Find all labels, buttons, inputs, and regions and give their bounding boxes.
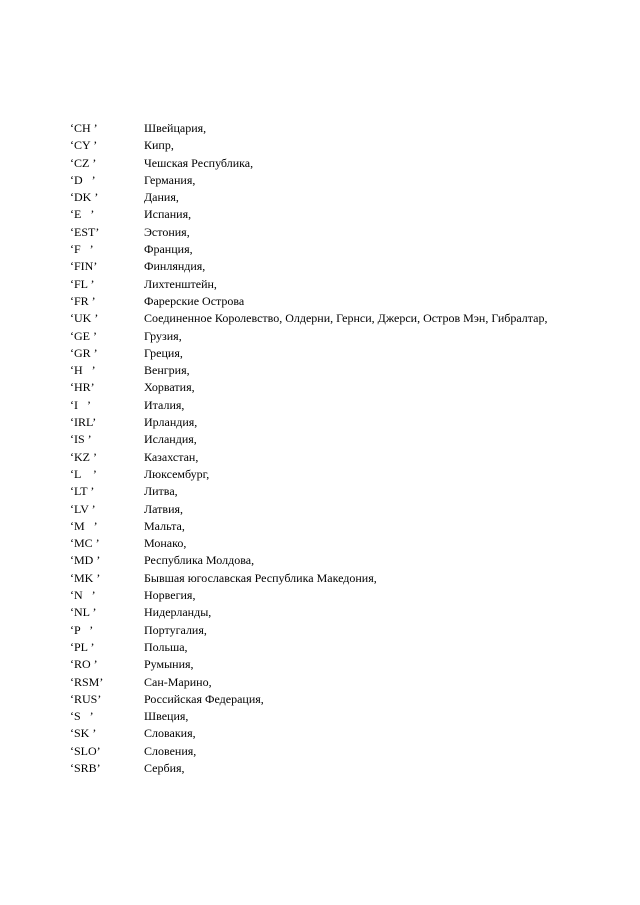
country-code: ‘H ’ [70, 363, 96, 378]
country-code: ‘P ’ [70, 622, 94, 637]
country-name: Российская Федерация, [144, 691, 264, 706]
country-code: ‘IS ’ [70, 432, 92, 447]
list-item [70, 397, 550, 414]
list-item [70, 155, 550, 172]
country-name: Лихтенштейн, [144, 276, 217, 291]
country-code: ‘F ’ [70, 242, 94, 257]
country-name: Португалия, [144, 622, 207, 637]
country-code: ‘FR ’ [70, 293, 96, 308]
country-name: Венгрия, [144, 363, 190, 378]
country-code: ‘FIN’ [70, 259, 98, 274]
country-code: ‘LV ’ [70, 501, 96, 516]
list-item [70, 310, 550, 327]
country-name: Италия, [144, 397, 185, 412]
country-code: ‘S ’ [70, 709, 94, 724]
country-code: ‘RO ’ [70, 657, 98, 672]
list-item [70, 137, 550, 154]
country-name: Эстония, [144, 224, 190, 239]
list-item [70, 189, 550, 206]
country-name: Сан-Марино, [144, 674, 212, 689]
country-code: ‘CH ’ [70, 121, 98, 135]
country-name: Румыния, [144, 657, 194, 672]
list-item [70, 743, 550, 760]
country-code: ‘EST’ [70, 224, 100, 239]
list-item [70, 258, 550, 275]
country-name: Норвегия, [144, 588, 196, 603]
country-name: Исландия, [144, 432, 197, 447]
country-code: ‘N ’ [70, 588, 96, 603]
list-item [70, 570, 550, 587]
list-item [70, 604, 550, 621]
country-code: ‘MC ’ [70, 536, 100, 551]
country-name: Соединенное Королевство, Олдерни, Гернси, Джерси, Остров Мэн, Гибралтар, [144, 311, 548, 326]
country-code: ‘HR’ [70, 380, 95, 395]
country-code: ‘MK ’ [70, 570, 101, 585]
country-code: ‘M ’ [70, 518, 98, 533]
country-code: ‘MD ’ [70, 553, 101, 568]
list-item [70, 501, 550, 518]
country-name: Финляндия, [144, 259, 206, 274]
list-item [70, 587, 550, 604]
country-code: ‘SK ’ [70, 726, 97, 741]
list-item [70, 362, 550, 379]
list-item [70, 431, 550, 448]
list-item [70, 639, 550, 656]
list-item [70, 674, 550, 691]
country-name: Хорватия, [144, 380, 195, 395]
country-name: Сербия, [144, 760, 185, 775]
country-name: Грузия, [144, 328, 182, 343]
country-name: Латвия, [144, 501, 184, 516]
country-name: Греция, [144, 345, 183, 360]
country-name: Бывшая югославская Республика Македония, [144, 570, 377, 585]
country-name: Польша, [144, 639, 188, 654]
country-name: Мальта, [144, 518, 185, 533]
country-code: ‘GR ’ [70, 345, 98, 360]
list-item [70, 414, 550, 431]
country-code: ‘L ’ [70, 466, 97, 481]
country-code: ‘CZ ’ [70, 155, 97, 170]
country-code: ‘DK ’ [70, 190, 99, 205]
country-name: Словакия, [144, 726, 196, 741]
list-item [70, 224, 550, 241]
country-code: ‘GE ’ [70, 328, 97, 343]
country-name: Испания, [144, 207, 192, 222]
list-item [70, 483, 550, 500]
country-code: ‘PL ’ [70, 639, 95, 654]
country-code: ‘D ’ [70, 172, 96, 187]
country-name: Франция, [144, 242, 193, 257]
list-item [70, 708, 550, 725]
list-item [70, 379, 550, 396]
country-name: Кипр, [144, 138, 174, 153]
country-name: Фарерские Острова [144, 293, 245, 308]
list-item [70, 760, 550, 777]
list-item [70, 518, 550, 535]
country-code: ‘UK ’ [70, 311, 99, 326]
country-name: Германия, [144, 172, 196, 187]
country-code: ‘LT ’ [70, 484, 95, 499]
country-name: Ирландия, [144, 415, 198, 430]
country-name: Нидерланды, [144, 605, 212, 620]
country-code: ‘E ’ [70, 207, 95, 222]
country-code: ‘SRB’ [70, 760, 101, 775]
list-item [70, 656, 550, 673]
list-item [70, 725, 550, 742]
list-item [70, 466, 550, 483]
list-item [70, 552, 550, 569]
list-item [70, 293, 550, 310]
country-code: ‘IRL’ [70, 415, 97, 430]
country-name: Люксембург, [144, 466, 210, 481]
country-name: Дания, [144, 190, 179, 205]
country-code: ‘FL ’ [70, 276, 95, 291]
list-item [70, 120, 550, 137]
list-item [70, 328, 550, 345]
country-code: ‘CY ’ [70, 138, 98, 153]
country-code: ‘NL ’ [70, 605, 97, 620]
country-code-list [70, 120, 550, 777]
country-name: Монако, [144, 536, 187, 551]
list-item [70, 172, 550, 189]
country-name: Литва, [144, 484, 178, 499]
list-item [70, 206, 550, 223]
country-code: ‘RUS’ [70, 691, 102, 706]
country-code: ‘I ’ [70, 397, 91, 412]
list-item [70, 449, 550, 466]
country-name: Казахстан, [144, 449, 199, 464]
country-code: ‘RSM’ [70, 674, 104, 689]
country-name: Чешская Республика, [144, 155, 254, 170]
list-item [70, 622, 550, 639]
country-name: Швейцария, [144, 121, 207, 135]
list-item [70, 691, 550, 708]
country-code: ‘SLO’ [70, 743, 101, 758]
list-item [70, 241, 550, 258]
country-name: Словения, [144, 743, 197, 758]
country-code: ‘KZ ’ [70, 449, 97, 464]
country-name: Швеция, [144, 709, 189, 724]
list-item [70, 345, 550, 362]
list-item [70, 276, 550, 293]
country-name: Республика Молдова, [144, 553, 255, 568]
list-item [70, 535, 550, 552]
